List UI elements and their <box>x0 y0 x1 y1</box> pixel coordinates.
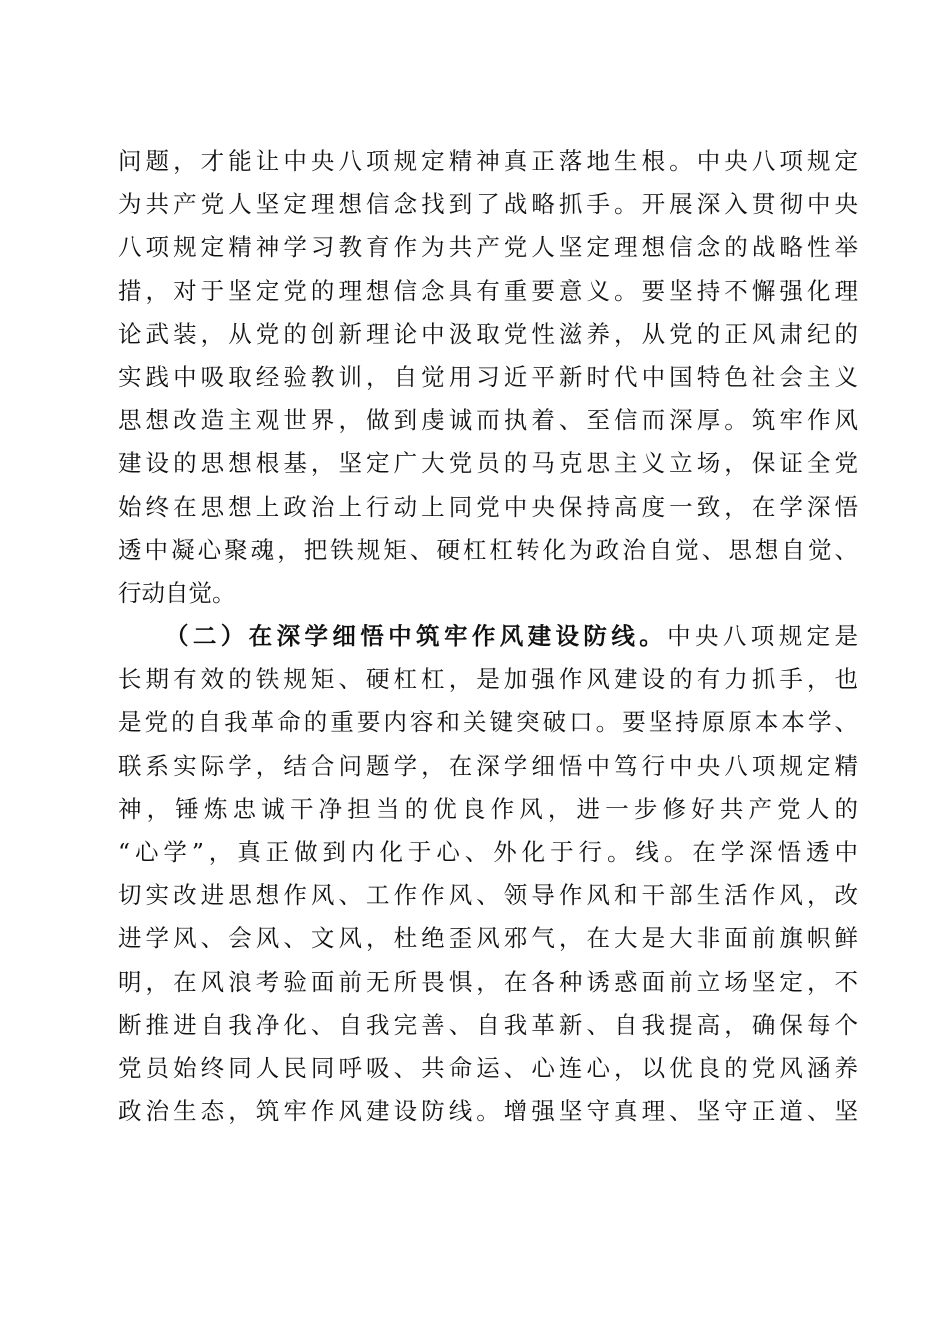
text-line: 长期有效的铁规矩、硬杠杠，是加强作风建设的有力抓手，也 <box>118 665 858 694</box>
text-line: 论武装，从党的创新理论中汲取党性滋养，从党的正风肃纪的 <box>118 319 858 348</box>
heading-continuation: 中央八项规定是 <box>667 622 858 651</box>
text-line: 建设的思想根基，坚定广大党员的马克思主义立场，保证全党 <box>118 449 858 478</box>
text-line: 断推进自我净化、自我完善、自我革新、自我提高，确保每个 <box>118 1010 858 1039</box>
text-line: 切实改进思想作风、工作作风、领导作风和干部生活作风，改 <box>118 881 858 910</box>
text-line: 明，在风浪考验面前无所畏惧，在各种诱惑面前立场坚定，不 <box>118 967 858 996</box>
text-line: 政治生态，筑牢作风建设防线。增强坚守真理、坚守正道、坚 <box>118 1097 858 1126</box>
text-line: 始终在思想上政治上行动上同党中央保持高度一致，在学深悟 <box>118 492 858 521</box>
text-line: 思想改造主观世界，做到虔诚而执着、至信而深厚。筑牢作风 <box>118 406 858 435</box>
document-body <box>118 140 858 1133</box>
text-line: 为共产党人坚定理想信念找到了战略抓手。开展深入贯彻中央 <box>118 190 858 219</box>
text-line: 进学风、会风、文风，杜绝歪风邪气，在大是大非面前旗帜鲜 <box>118 924 858 953</box>
text-line: “心学”，真正做到内化于心、外化于行。线。在学深悟透中 <box>118 838 858 866</box>
text-line: 问题，才能让中央八项规定精神真正落地生根。中央八项规定 <box>118 147 858 175</box>
text-line: 八项规定精神学习教育作为共产党人坚定理想信念的战略性举 <box>118 233 858 262</box>
text-line: 神，锤炼忠诚干净担当的优良作风，进一步修好共产党人的 <box>118 794 858 823</box>
text-line: 行动自觉。 <box>118 578 236 607</box>
text-line: 党员始终同人民同呼吸、共命运、心连心，以优良的党风涵养 <box>118 1053 858 1082</box>
text-line: 是党的自我革命的重要内容和关键突破口。要坚持原原本本学、 <box>118 708 858 737</box>
text-line: 联系实际学，结合问题学，在深学细悟中笃行中央八项规定精 <box>118 751 858 780</box>
text-line: 实践中吸取经验教训，自觉用习近平新时代中国特色社会主义 <box>118 362 858 391</box>
text-line: 措，对于坚定党的理想信念具有重要意义。要坚持不懈强化理 <box>118 276 858 305</box>
section-heading: （二）在深学细悟中筑牢作风建设防线。 <box>165 622 668 651</box>
paragraph-1 <box>118 140 858 615</box>
paragraph-2-first-line <box>118 615 858 658</box>
paragraph-2 <box>118 615 858 1133</box>
text-line: 透中凝心聚魂，把铁规矩、硬杠杠转化为政治自觉、思想自觉、 <box>118 535 858 564</box>
